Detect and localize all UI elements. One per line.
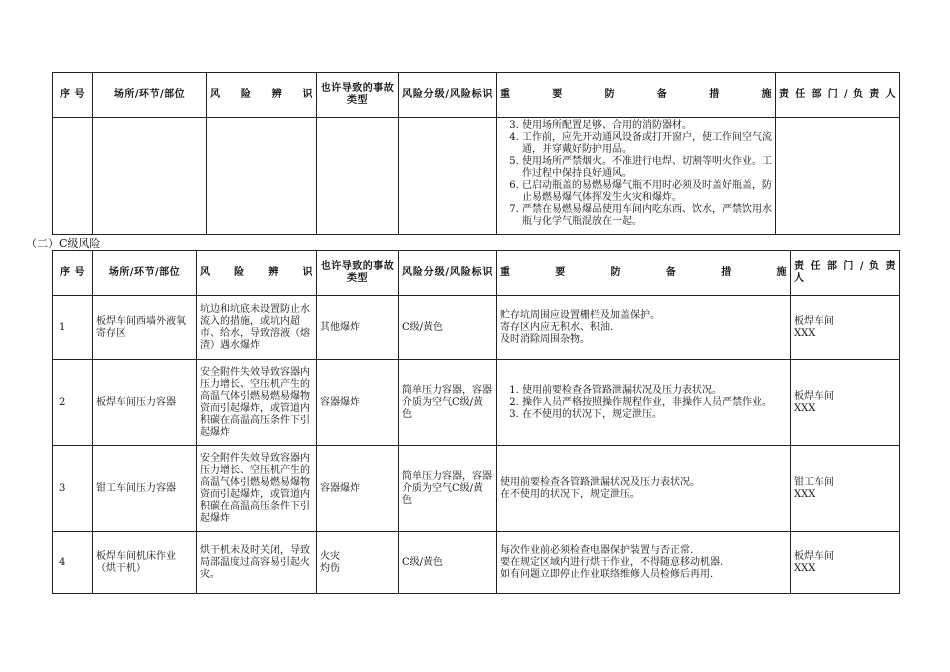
header-measures: 重 要 防 备 措 施 xyxy=(497,73,776,118)
header-risk: 风 险 辨 识 xyxy=(207,73,317,118)
header-measures: 重 要 防 备 措 施 xyxy=(497,251,791,296)
header-risk: 风 险 辨 识 xyxy=(197,251,317,296)
measure-line: 在不使用的状况下，规定泄压。 xyxy=(500,488,640,500)
dept-cell xyxy=(791,296,900,360)
dept-cell xyxy=(791,532,900,594)
dept-name: 钳工车间 xyxy=(794,476,834,488)
place-cell: 板焊车间压力容器 xyxy=(93,360,197,446)
dept-cell xyxy=(791,446,900,532)
dept-name: 板焊车间 xyxy=(794,390,834,402)
empty-cell xyxy=(93,118,207,235)
level-cell: C级/黄色 xyxy=(399,296,497,360)
level-cell: C级/黄色 xyxy=(399,532,497,594)
header-no: 序 号 xyxy=(53,73,93,118)
measure-line: 每次作业前必须检查电器保护装置与否正常. xyxy=(500,544,694,556)
header-accident: 也许导致的事故类型 xyxy=(317,73,399,118)
dept-person: XXX xyxy=(794,562,816,574)
measure-line: 寄存区内应无积水、积油. xyxy=(500,321,614,333)
empty-cell xyxy=(317,118,399,235)
measure-line: 及时消除周围杂物。 xyxy=(500,333,590,345)
place-cell: 板焊车间机床作业（烘干机） xyxy=(93,532,197,594)
table-row xyxy=(53,446,900,532)
table-row xyxy=(53,360,900,446)
measures-cell xyxy=(497,446,791,532)
dept-person: XXX xyxy=(794,327,816,339)
section-title: （二）C级风险 xyxy=(26,237,101,250)
header-dept: 责 任 部 门 / 负 责 人 xyxy=(776,73,900,118)
measures-cell xyxy=(497,118,776,235)
place-cell: 钳工车间压力容器 xyxy=(93,446,197,532)
risk-table-c-level xyxy=(52,250,900,594)
empty-cell xyxy=(53,118,93,235)
header-dept: 责 任 部 门 / 负 责 人 xyxy=(791,251,900,296)
risk-cell: 坑边和坑底未设置防止水流入的措施，或坑内超市、给水，导致溶液（熔渣）遇水爆炸 xyxy=(197,296,317,360)
table-row xyxy=(53,296,900,360)
list-item: 2. 操作人员严格按照操作规程作业，非操作人员严禁作业。 xyxy=(522,397,787,409)
table-header-row xyxy=(53,251,900,296)
dept-cell xyxy=(791,360,900,446)
measures-cell xyxy=(497,296,791,360)
list-item: 7. 严禁在易燃易爆品使用车间内吃东西、饮水，严禁饮用水瓶与化学气瓶混放在一起。 xyxy=(522,204,772,228)
table-row xyxy=(53,532,900,594)
header-no: 序 号 xyxy=(53,251,93,296)
risk-cell: 安全附件失效导致容器内压力增长、空压机产生的高温气体引燃易燃易爆物资而引起爆炸，或管道内积碳在高温高压条件下引起爆炸 xyxy=(197,446,317,532)
measure-line: 要在规定区域内进行烘干作业，不得随意移动机器. xyxy=(500,556,724,568)
risk-table-continued xyxy=(52,72,900,235)
list-item: 1. 使用前要检查各管路泄漏状况及压力表状况。 xyxy=(522,385,787,397)
list-item: 6. 已启动瓶盖的易燃易爆气瓶不用时必须及时盖好瓶盖，防止易燃易爆气体挥发生火灾和爆炸。 xyxy=(522,180,772,204)
row-number: 4 xyxy=(53,532,93,594)
dept-person: XXX xyxy=(794,402,816,414)
accident-cell: 其他爆炸 xyxy=(317,296,399,360)
place-cell: 板焊车间西墙外液氧寄存区 xyxy=(93,296,197,360)
list-item: 3. 在不使用的状况下，规定泄压。 xyxy=(522,409,787,421)
dept-name: 板焊车间 xyxy=(794,315,834,327)
empty-cell xyxy=(207,118,317,235)
table-row xyxy=(53,118,900,235)
measure-line: 如有问题立即停止作业联络维修人员检修后再用. xyxy=(500,568,714,580)
table-header-row xyxy=(53,73,900,118)
empty-cell xyxy=(399,118,497,235)
empty-cell xyxy=(776,118,900,235)
measure-line: 贮存坑周围应设置栅栏及加盖保护。 xyxy=(500,309,660,321)
risk-cell: 烘干机未及时关闭，导致局部温度过高容易引起火灾。 xyxy=(197,532,317,594)
accident-cell: 容器爆炸 xyxy=(317,360,399,446)
level-cell: 简单压力容器，容器介质为空气C级/黄色 xyxy=(399,360,497,446)
risk-cell: 安全附件失效导致容器内压力增长、空压机产生的高温气体引燃易燃易爆物资而引起爆炸，或管道内积碳在高温高压条件下引起爆炸 xyxy=(197,360,317,446)
dept-name: 板焊车间 xyxy=(794,550,834,562)
measure-line: 使用前要检查各管路泄漏状况及压力表状况。 xyxy=(500,476,700,488)
list-item: 3. 使用场所配置足够、合用的消防器材。 xyxy=(522,120,772,132)
accident-cell: 火灾 灼伤 xyxy=(317,532,399,594)
header-place: 场所/环节/部位 xyxy=(93,251,197,296)
header-accident: 也许导致的事故类型 xyxy=(317,251,399,296)
row-number: 3 xyxy=(53,446,93,532)
list-item: 5. 使用场所严禁烟火。不准进行电焊、切割等明火作业。工作过程中保持良好通风。 xyxy=(522,156,772,180)
accident-cell: 容器爆炸 xyxy=(317,446,399,532)
continued-measures-list xyxy=(500,120,772,228)
measures-cell xyxy=(497,360,791,446)
header-level: 风险分级/风险标识 xyxy=(399,251,497,296)
row-number: 2 xyxy=(53,360,93,446)
list-item: 4. 工作前，应先开动通风设备或打开窗户，使工作间空气流通，并穿戴好防护用品。 xyxy=(522,132,772,156)
header-level: 风险分级/风险标识 xyxy=(399,73,497,118)
row-number: 1 xyxy=(53,296,93,360)
measures-list xyxy=(500,385,787,421)
level-cell: 简单压力容器，容器介质为空气C级/黄色 xyxy=(399,446,497,532)
dept-person: XXX xyxy=(794,488,816,500)
header-place: 场所/环节/部位 xyxy=(93,73,207,118)
measures-cell xyxy=(497,532,791,594)
